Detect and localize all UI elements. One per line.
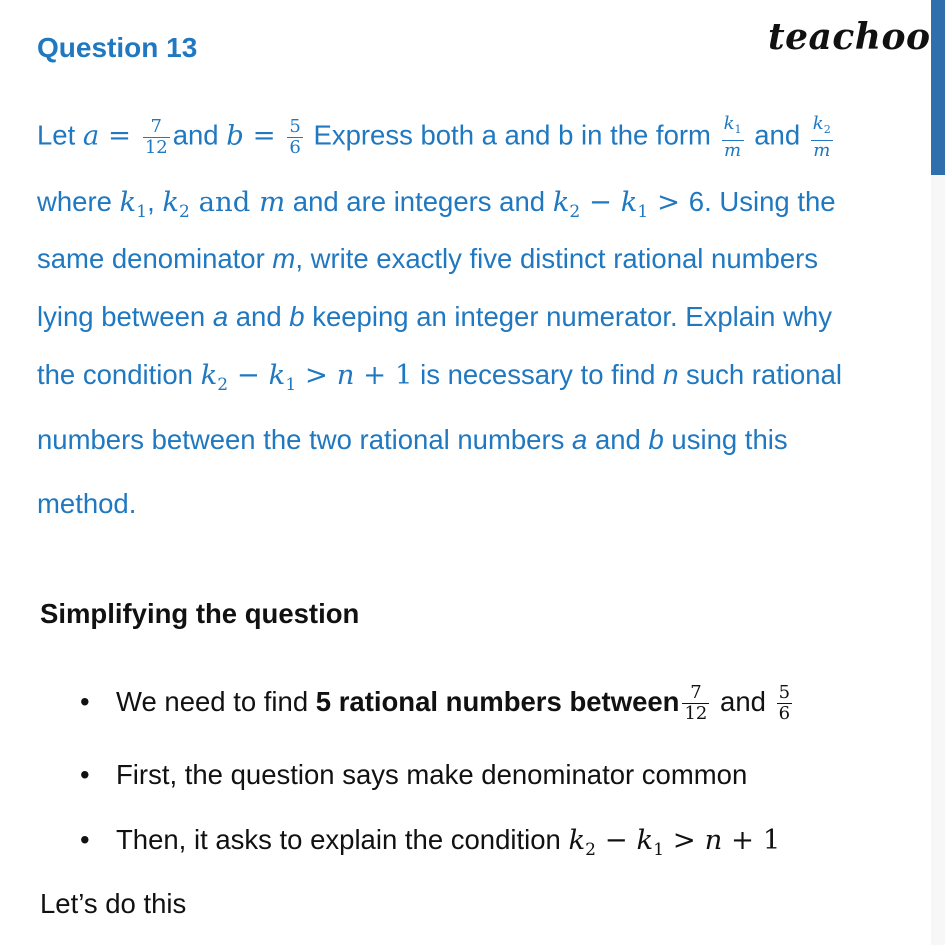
list-item: • First, the question says make denominator common	[80, 759, 748, 790]
fraction-5-6: $\frac{5}{6}$	[289, 115, 301, 158]
scrollbar-thumb[interactable]	[931, 0, 945, 175]
fraction-k2-over-m: $\frac{k_2}{m}$	[812, 113, 831, 161]
fraction-7-12: $\frac{7}{12}$	[144, 115, 168, 158]
question-line-5: the condition $k_2 - k_1 > n + 1$ is necessary to find n such rational	[37, 359, 842, 395]
question-title: Question 13	[37, 32, 198, 63]
question-line-6: numbers between the two rational numbers a and b using this	[37, 424, 788, 455]
closing-text: Let’s do this	[40, 888, 187, 919]
teachoo-logo: teachoo	[768, 16, 931, 58]
list-item: • We need to find 5 rational numbers between $\frac{7}{12}$ and $\frac{5}{6}$	[80, 682, 791, 724]
question-line-2: where $k_1$, $k_2$ and m and are integers and $k_2 - k_1 > 6$. Using the	[37, 186, 836, 222]
fraction-5-6: $\frac{5}{6}$	[778, 682, 791, 724]
question-line-1: Let a = $\frac{7}{12}$ and b = $\frac{5}{6}$ Express both a and b in the form $\frac{k_1}{m}$ and $\frac{k_2}{m}$	[37, 113, 831, 161]
fraction-k1-over-m: $\frac{k_1}{m}$	[723, 113, 742, 161]
list-item: • Then, it asks to explain the condition $k_2 - k_1 > n + 1$	[80, 824, 781, 860]
bullet-icon: •	[80, 824, 90, 855]
question-line-7: method.	[37, 488, 137, 519]
section-heading: Simplifying the question	[40, 598, 360, 629]
bullet-icon: •	[80, 685, 90, 717]
question-line-4: lying between a and b keeping an integer numerator. Explain why	[37, 301, 832, 332]
bullet-icon: •	[80, 759, 90, 790]
fraction-7-12: $\frac{7}{12}$	[684, 682, 708, 724]
scrollbar[interactable]	[931, 0, 945, 945]
question-line-3: same denominator m, write exactly five distinct rational numbers	[37, 243, 819, 274]
